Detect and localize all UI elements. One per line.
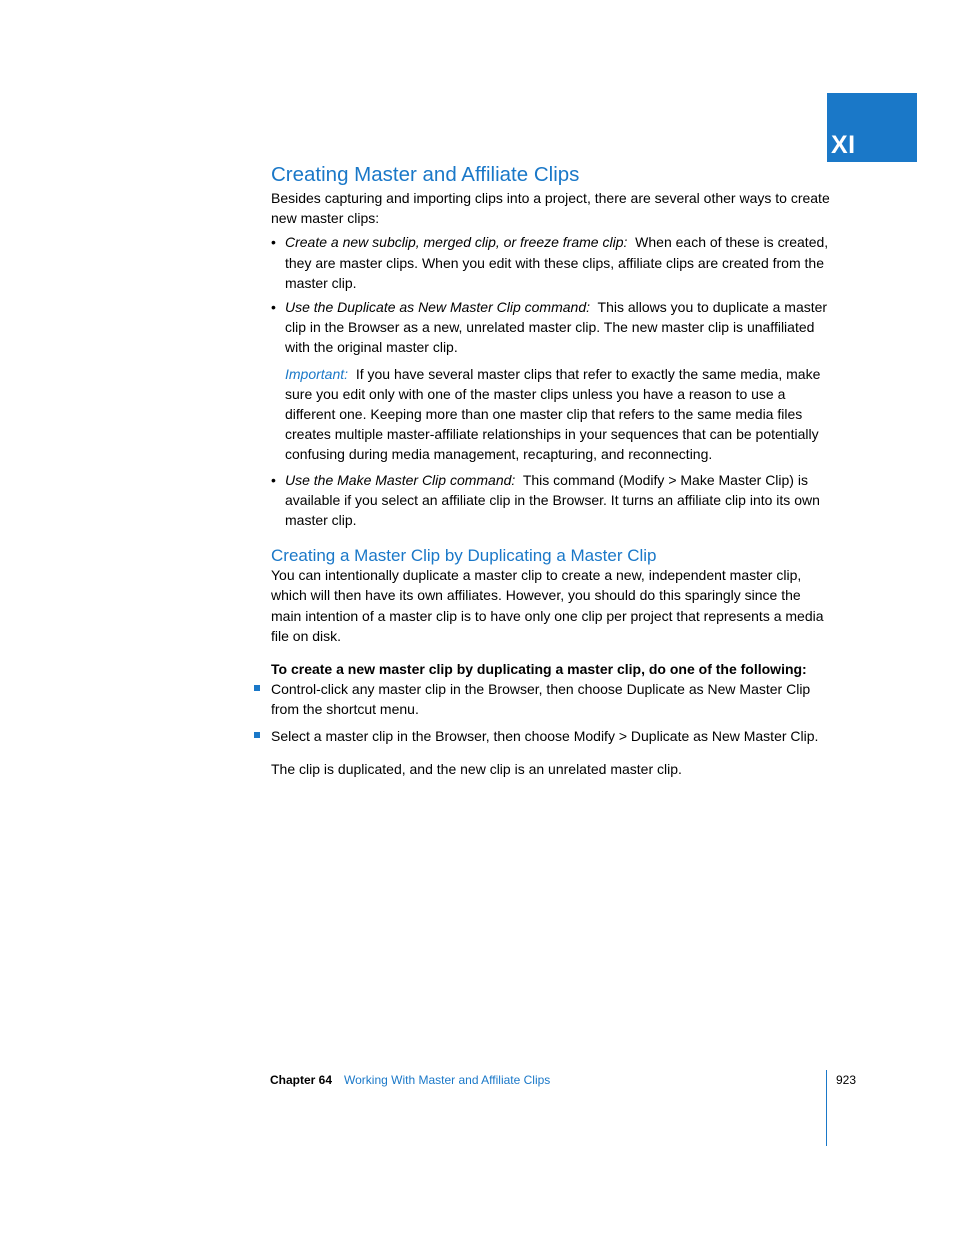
- page-content: [271, 160, 831, 779]
- bullet-dot: •: [271, 299, 276, 316]
- footer-chapter: Chapter 64: [270, 1073, 333, 1087]
- important-note: [271, 364, 831, 465]
- chapter-tab: [827, 93, 917, 162]
- page-number: 923: [836, 1073, 857, 1087]
- bullet-lead: Use the Duplicate as New Master Clip command:: [285, 299, 591, 316]
- important-label: Important:: [285, 365, 349, 382]
- subsection-heading: Creating a Master Clip by Duplicating a Master Clip: [271, 546, 657, 566]
- step-text: Control-click any master clip in the Browser, then choose Duplicate as New Master Clip from the shortcut menu.: [271, 681, 811, 718]
- subsection-intro: You can intentionally duplicate a master clip to create a new, independent master clip, which will then have its own affiliates. However, you should do this sparingly since the main intention of a master clip is to have only one clip per project that represents a media file on disk.: [271, 567, 824, 644]
- step-text: Select a master clip in the Browser, then choose Modify > Duplicate as New Master Clip.: [271, 727, 819, 744]
- step-item: [271, 679, 831, 719]
- footer-divider: [826, 1070, 827, 1146]
- important-text: If you have several master clips that refer to exactly the same media, make sure you edit only with one of the master clips unless you have a reason to use a different one. Keeping more than one master clip that refers to the same media files creates multiple master-affiliate relationships in your sequences that can be potentially confusing during media management, recapturing, and reconnecting.: [285, 365, 821, 463]
- result-text: The clip is duplicated, and the new clip is an unrelated master clip.: [271, 760, 682, 777]
- section-intro: Besides capturing and importing clips into a project, there are several other ways to create new master clips:: [271, 190, 830, 227]
- footer-chapter-title: Working With Master and Affiliate Clips: [344, 1073, 551, 1087]
- bullet-dot: •: [271, 234, 276, 251]
- bullet-lead: Create a new subclip, merged clip, or freeze frame clip:: [285, 234, 628, 251]
- bullet-square-icon: [254, 732, 260, 738]
- task-heading: To create a new master clip by duplicating a master clip, do one of the following:: [271, 661, 807, 678]
- bullet-text: This allows you to duplicate a master clip in the Browser as a new, unrelated master clip. The new master clip is unaffiliated with the original master clip.: [285, 299, 828, 356]
- bullet-item: [271, 232, 831, 293]
- bullet-item: [271, 470, 831, 531]
- bullet-text: When each of these is created, they are master clips. When you edit with these clips, affiliate clips are created from the master clip.: [285, 234, 829, 291]
- chapter-tab-label: XI: [831, 131, 856, 159]
- bullet-lead: Use the Make Master Clip command:: [285, 471, 516, 488]
- bullet-text: This command (Modify > Make Master Clip) is available if you select an affiliate clip in the Browser. It turns an affiliate clip into its own master clip.: [285, 471, 820, 529]
- bullet-item: [271, 297, 831, 358]
- section-heading: Creating Master and Affiliate Clips: [271, 163, 580, 186]
- bullet-square-icon: [254, 685, 260, 691]
- step-item: [271, 726, 831, 746]
- bullet-dot: •: [271, 471, 276, 488]
